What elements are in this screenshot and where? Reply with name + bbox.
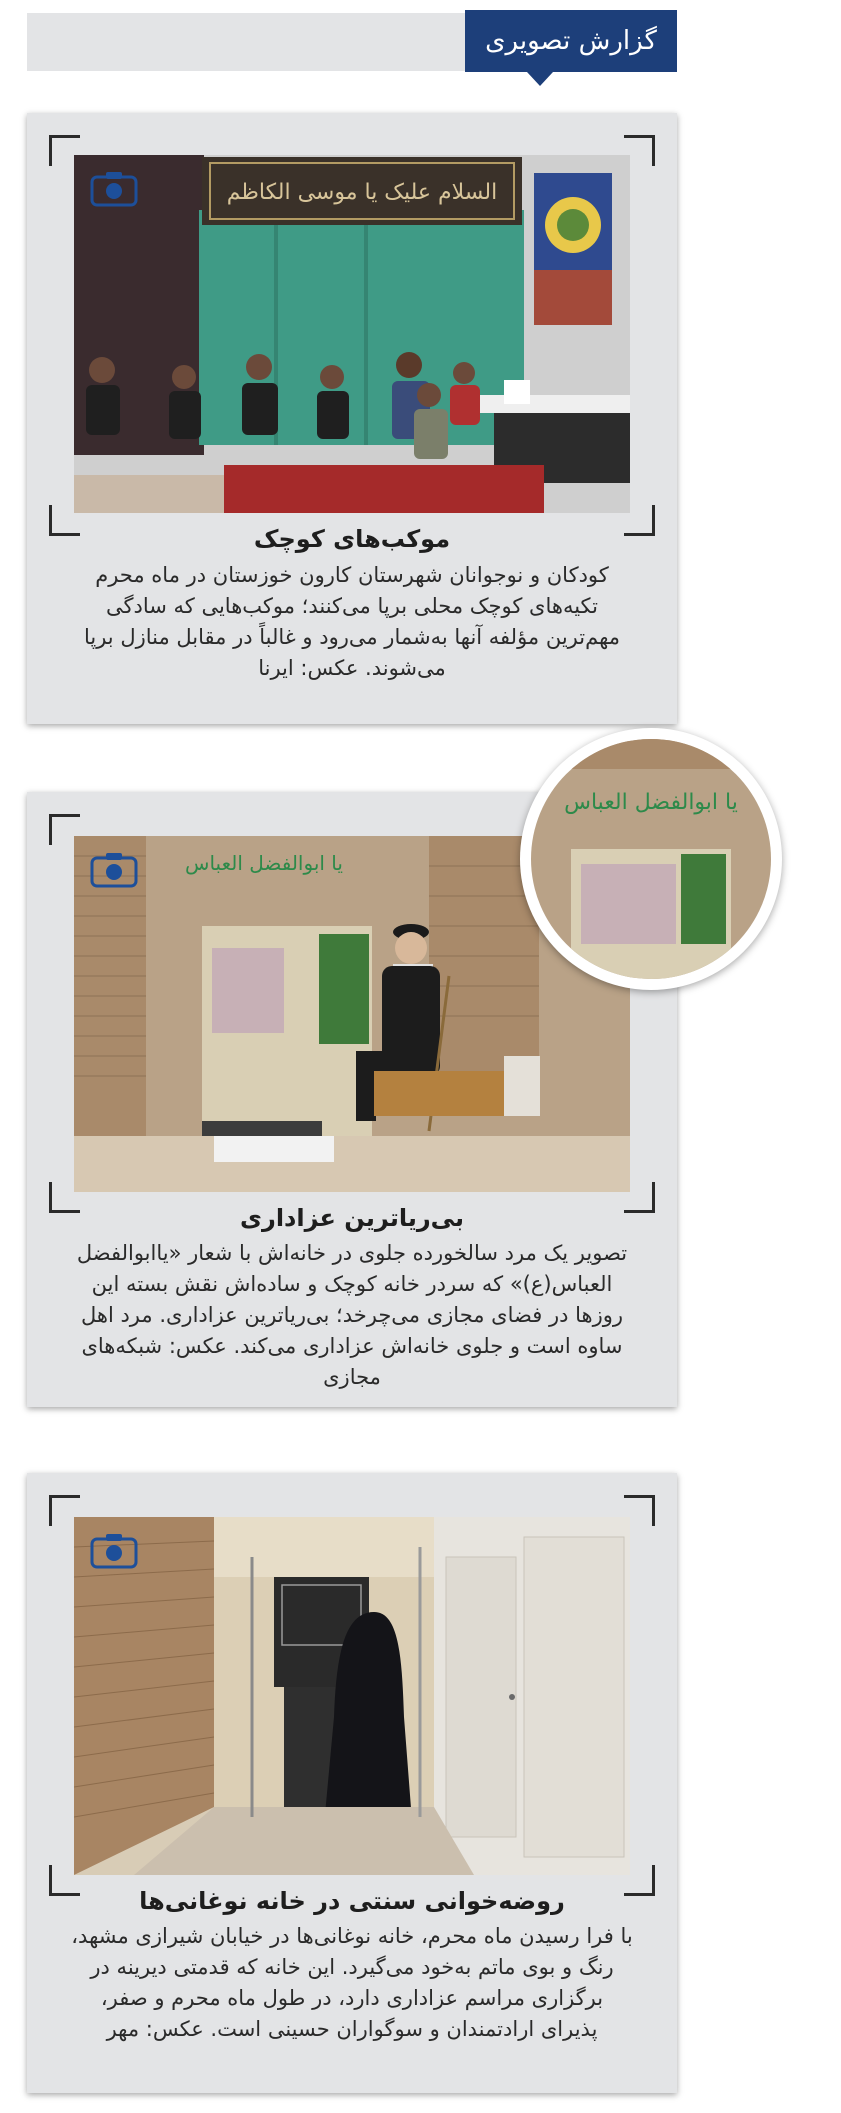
card-2-title: بی‌ریاترین عزاداری <box>240 1204 464 1232</box>
section-label-pointer <box>527 72 553 86</box>
zoom-calligraphy: یا ابوالفضل العباس <box>564 790 738 815</box>
photo-3-image <box>74 1517 630 1875</box>
camera-icon <box>90 171 138 207</box>
camera-icon <box>90 1533 138 1569</box>
banner-calligraphy: السلام علیک یا موسی الکاظم <box>226 180 498 205</box>
card-1-title: موکب‌های کوچک <box>253 525 451 553</box>
photo-1[interactable] <box>74 155 630 513</box>
wall-calligraphy: یا ابوالفضل العباس <box>185 851 343 875</box>
camera-icon <box>90 852 138 888</box>
card-1-caption: کودکان و نوجوانان شهرستان کارون خوزستان در ماه محرم تکیه‌های کوچک محلی برپا می‌کنند؛ موکب‌هایی که سادگی مهم‌ترین مؤلفه آنها به‌شمار می‌رود و غالباً در مقابل منازل برپا می‌شوند. عکس: ایرنا <box>83 563 621 680</box>
photo-card-3 <box>27 1473 677 2093</box>
card-2-caption: تصویر یک مرد سالخورده جلوی در خانه‌اش با شعار «یاابوالفضل العباس(ع)» که سردر خانه کوچک و ساده‌اش نقش بسته این روزها در فضای مجازی می‌چرخد؛ بی‌ریاترین عزاداری. مرد اهل ساوه است و جلوی خانه‌اش عزاداری می‌کند. عکس: شبکه‌های مجازی <box>76 1241 628 1389</box>
zoom-detail-image <box>531 739 771 979</box>
photo-1-image <box>74 155 630 513</box>
photo-card-1 <box>27 113 677 724</box>
zoom-detail[interactable] <box>520 728 782 990</box>
card-3-caption: با فرا رسیدن ماه محرم، خانه نوغانی‌ها در خیابان شیرازی مشهد، رنگ و بوی ماتم به‌خود می‌گیرد. این خانه که قدمتی دیرینه در برگزاری مراسم عزاداری دارد، در طول ماه محرم و صفر، پذیرای ارادتمندان و سوگواران حسینی است. عکس: مهر <box>71 1924 633 2041</box>
section-label: گزارش تصویری <box>465 10 677 72</box>
card-3-title: روضه‌خوانی سنتی در خانه نوغانی‌ها <box>139 1887 565 1915</box>
photo-3[interactable] <box>74 1517 630 1875</box>
